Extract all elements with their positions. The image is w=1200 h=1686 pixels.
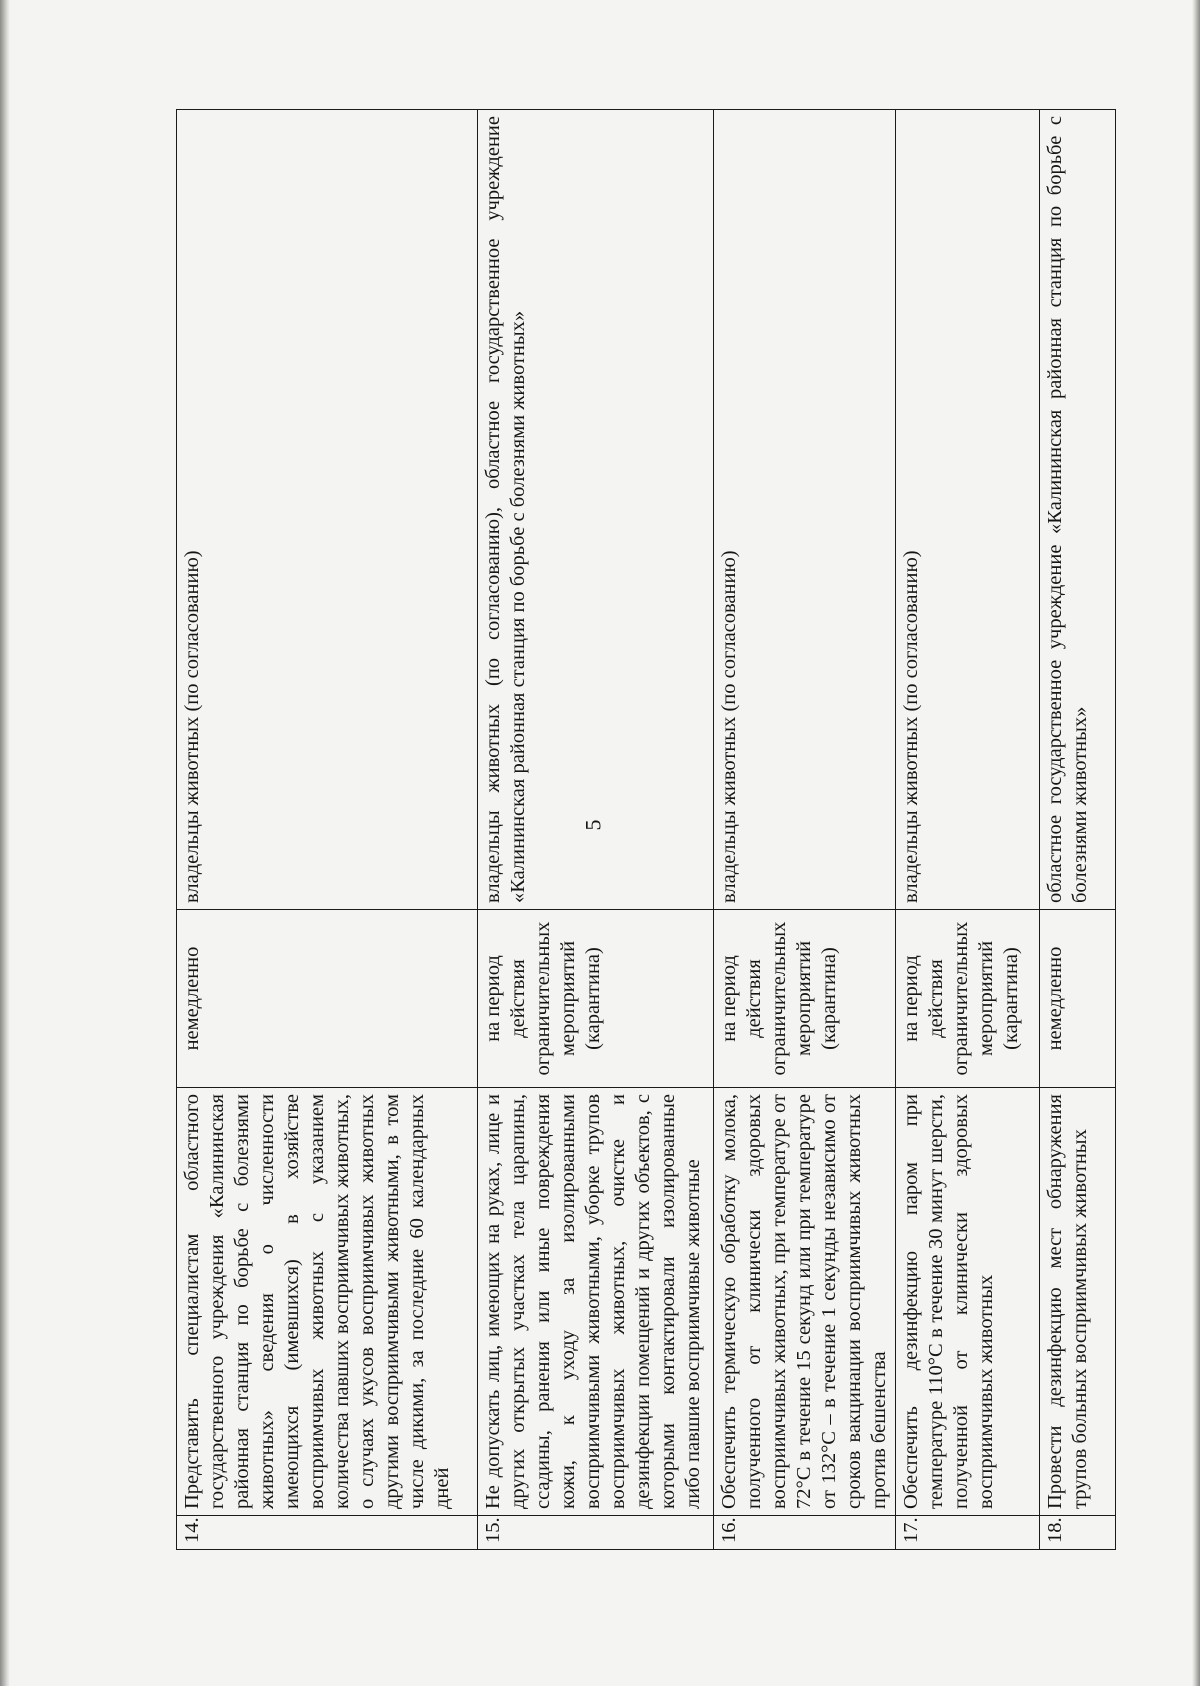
row-number: 18. xyxy=(1040,1516,1116,1550)
deadline-text: на период действия ограничительных мероприятий (карантина) xyxy=(896,910,1040,1088)
measures-table xyxy=(176,109,1116,1550)
responsible-text: областное государственное учреждение «Калининская районная станция по борьбе с болезнями животных» xyxy=(1040,110,1116,910)
row-number: 15. xyxy=(478,1516,714,1550)
deadline-text: немедленно xyxy=(1040,910,1116,1088)
deadline-text: на период действия ограничительных мероприятий (карантина) xyxy=(478,910,714,1088)
row-number: 16. xyxy=(714,1516,896,1550)
rotated-table-container xyxy=(176,110,1111,1550)
scan-edge-right xyxy=(1192,0,1200,1686)
deadline-text: на период действия ограничительных мероприятий (карантина) xyxy=(714,910,896,1088)
row-number: 17. xyxy=(896,1516,1040,1550)
table-row xyxy=(714,110,896,1550)
scan-edge-left xyxy=(0,0,10,1686)
measure-text: Обеспечить дезинфекцию паром при температуре 110°C в течение 30 минут шерсти, полученной от клинически здоровых восприимчивых животных xyxy=(896,1088,1040,1516)
measure-text: Обеспечить термическую обработку молока, полученного от клинически здоровых восприимчивых животных, при температуре от 72°C в течение 15 секунд или при температуре от 132°C – в течение 1 секунды независимо от сроков вакцинации восприимчивых животных против бешенства xyxy=(714,1088,896,1516)
table-row xyxy=(896,110,1040,1550)
measure-text: Представить специалистам областного государственного учреждения «Калининская районная станция по борьбе с болезнями животных» сведения о численности имеющихся (имевшихся) в хозяйстве восприимчивых животных с указанием количества павших восприимчивых животных, о случаях укусов восприимчивых животных другими восприимчивыми животными, в том числе дикими, за последние 60 календарных дней xyxy=(177,1088,478,1516)
row-number: 14. xyxy=(177,1516,478,1550)
measure-text: Не допускать лиц, имеющих на руках, лице и других открытых участках тела царапины, ссадины, ранения или иные повреждения кожи, к уходу за изолированными восприимчивыми животными, уборке трупов восприимчивых животных, очистке и дезинфекции помещений и других объектов, с которыми контактировали изолированные либо павшие восприимчивые животные xyxy=(478,1088,714,1516)
responsible-text: владельцы животных (по согласованию) xyxy=(177,110,478,910)
page-number: 5 xyxy=(580,819,606,831)
responsible-text: владельцы животных (по согласованию), областное государственное учреждение «Калининская районная станция по борьбе с болезнями животных» xyxy=(478,110,714,910)
table-row xyxy=(1040,110,1116,1550)
measure-text: Провести дезинфекцию мест обнаружения трупов больных восприимчивых животных xyxy=(1040,1088,1116,1516)
deadline-text: немедленно xyxy=(177,910,478,1088)
table-row xyxy=(478,110,714,1550)
table-row xyxy=(177,110,478,1550)
responsible-text: владельцы животных (по согласованию) xyxy=(896,110,1040,910)
responsible-text: владельцы животных (по согласованию) xyxy=(714,110,896,910)
